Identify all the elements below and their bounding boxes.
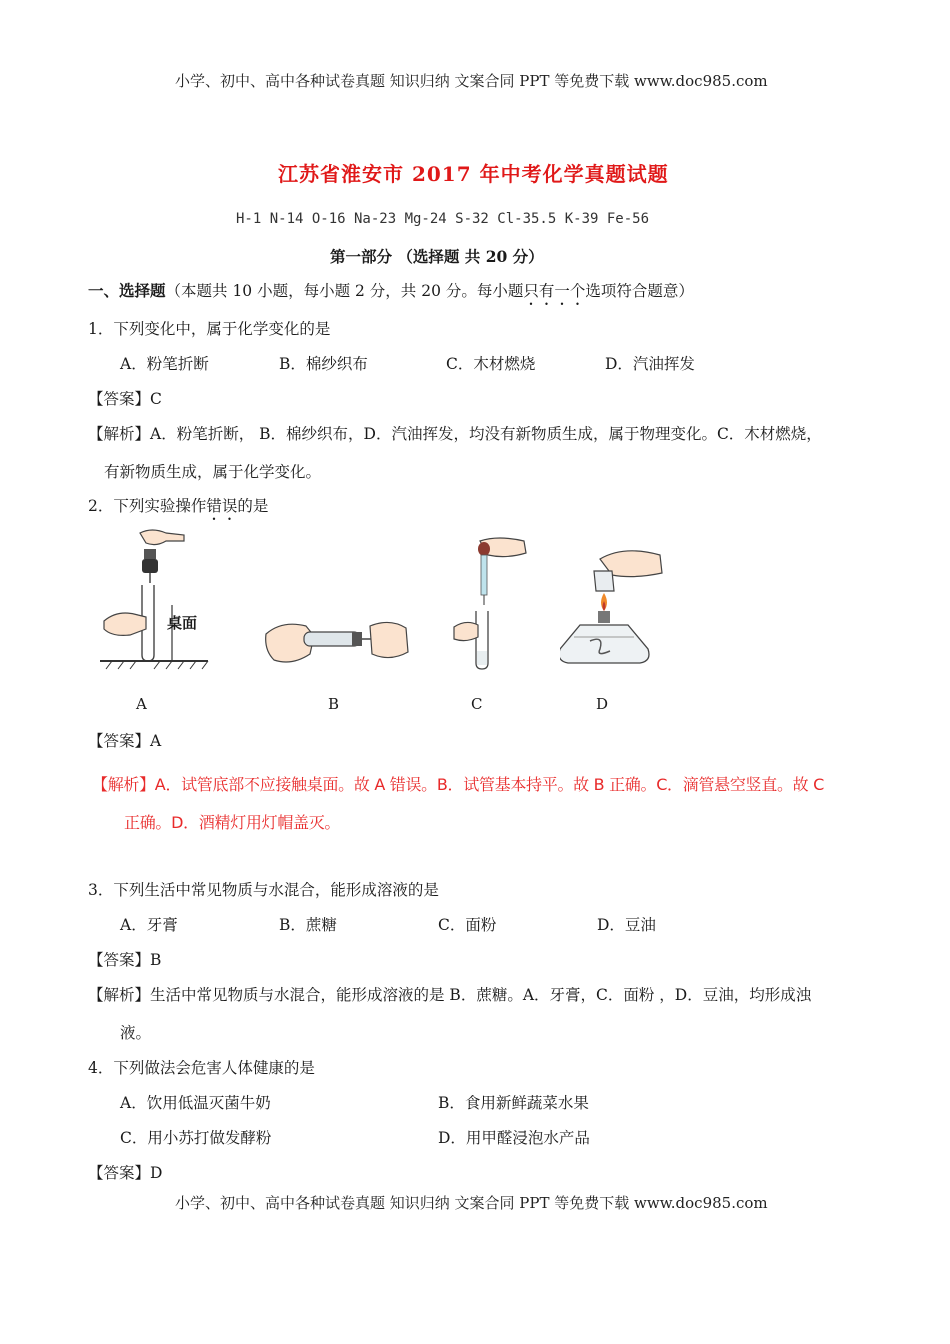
q4-stem: 4．下列做法会危害人体健康的是 — [88, 1059, 315, 1077]
q4-option-b: B．食用新鲜蔬菜水果 — [438, 1094, 589, 1112]
q2-answer: 【答案】A — [88, 732, 162, 750]
section-heading — [88, 279, 694, 309]
q1-answer: 【答案】C — [88, 390, 162, 408]
q3-stem: 3．下列生活中常见物质与水混合，能形成溶液的是 — [88, 881, 439, 899]
figure-label-c: C — [471, 695, 483, 713]
section-note: （本题共 10 小题，每小题 2 分，共 20 分。每小题 — [165, 282, 524, 300]
q2-stem-emphasis: 错误 — [206, 497, 238, 515]
figure-a-illustration — [100, 525, 210, 675]
figure-label-d: D — [596, 695, 609, 713]
part-heading: 第一部分 （选择题 共 20 分） — [330, 247, 544, 266]
q3-answer: 【答案】B — [88, 951, 162, 969]
q1-option-a: A．粉笔折断 — [120, 355, 209, 373]
q3-analysis-line1: 【解析】生活中常见物质与水混合，能形成溶液的是 B．蔗糖。A．牙膏，C．面粉 ，D．豆油，均形成浊 — [88, 986, 812, 1004]
q4-answer: 【答案】D — [88, 1164, 163, 1182]
q4-option-d: D．用甲醛浸泡水产品 — [438, 1129, 590, 1147]
q4-option-c: C．用小苏打做发酵粉 — [120, 1129, 272, 1147]
q3-option-a: A．牙膏 — [120, 916, 178, 934]
atomic-masses: H-1 N-14 O-16 Na-23 Mg-24 S-32 Cl-35.5 K-39 Fe-56 — [236, 211, 650, 227]
page-title: 江苏省淮安市 2017 年中考化学真题试题 — [278, 162, 669, 186]
q3-option-c: C．面粉 — [438, 916, 497, 934]
q1-option-b: B．棉纱织布 — [279, 355, 368, 373]
q2-analysis-line2: 正确。D．酒精灯用灯帽盖灭。 — [124, 813, 341, 832]
desk-label: 桌面 — [167, 614, 198, 632]
figure-label-a: A — [136, 695, 147, 713]
section-note-end: 选项符合题意） — [585, 282, 694, 300]
q2-analysis-line1: 【解析】A．试管底部不应接触桌面。故 A 错误。B．试管基本持平。故 B 正确。C．滴管悬空竖直。故 C — [92, 775, 825, 794]
q1-option-c: C．木材燃烧 — [446, 355, 536, 373]
section-label: 一、选择题 — [88, 281, 166, 300]
q2-stem — [88, 494, 268, 524]
q1-option-d: D．汽油挥发 — [605, 355, 695, 373]
figure-c-illustration — [450, 535, 530, 675]
q1-analysis-line1: 【解析】A．粉笔折断， B．棉纱织布，D．汽油挥发，均没有新物质生成，属于物理变化。C．木材燃烧， — [88, 425, 822, 443]
figure-d-illustration — [560, 545, 670, 670]
page-footer: 小学、初中、高中各种试卷真题 知识归纳 文案合同 PPT 等免费下载 www.doc985.com — [175, 1194, 768, 1212]
q2-stem-end: 的是 — [237, 497, 269, 515]
q2-stem-text: 2．下列实验操作 — [88, 497, 207, 515]
figure-b-illustration — [262, 610, 412, 675]
q1-analysis-line2: 有新物质生成，属于化学变化。 — [104, 463, 322, 481]
figure-label-b: B — [328, 695, 340, 713]
q3-option-b: B．蔗糖 — [279, 916, 337, 934]
q4-option-a: A．饮用低温灭菌牛奶 — [120, 1094, 271, 1112]
q3-analysis-line2: 液。 — [120, 1024, 152, 1042]
page-header: 小学、初中、高中各种试卷真题 知识归纳 文案合同 PPT 等免费下载 www.doc985.com — [175, 72, 768, 90]
section-note-emphasis: 只有一个 — [523, 282, 586, 300]
q3-option-d: D．豆油 — [597, 916, 656, 934]
q1-stem: 1．下列变化中，属于化学变化的是 — [88, 320, 331, 338]
